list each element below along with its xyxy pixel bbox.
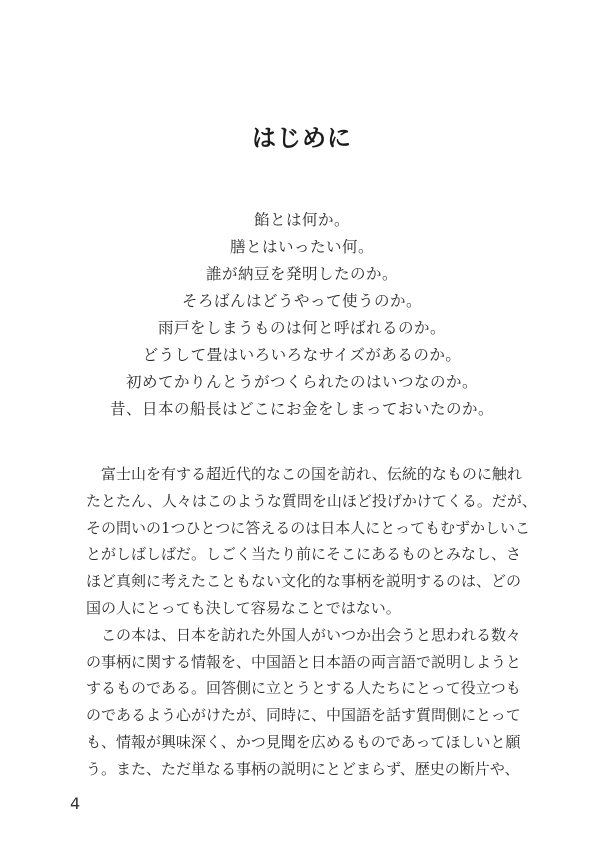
question-line: 初めてかりんとうがつくられたのはいつなのか。	[125, 373, 478, 391]
text-line: も、情報が興味深く、かつ見聞を広めるものであってほしいと願	[86, 732, 521, 751]
question-line: 雨戸をしまうものは何と呼ばれるのか。	[157, 319, 446, 337]
page-number: 4	[70, 794, 81, 813]
paragraph-1	[86, 461, 537, 622]
chapter-title: はじめに	[252, 124, 352, 152]
text-line: う。また、ただ単なる事柄の説明にとどまらず、歴史の断片や、	[86, 759, 520, 778]
text-line: 国の人にとっても決して容易なことではない。	[86, 598, 401, 617]
text-line: この本は、日本を訪れた外国人がいつか出会うと思われる数々	[86, 625, 522, 644]
question-line: 餡とは何か。	[253, 211, 350, 229]
text-line: のであるよう心がけたが、同時に、中国語を話す質問側にとって	[86, 706, 521, 725]
question-line: 昔、日本の船長はどこにお金をしまっておいたのか。	[109, 400, 494, 418]
paragraph-2	[86, 622, 522, 783]
question-list	[0, 207, 604, 423]
body-text	[86, 461, 537, 783]
text-line: その問いの1つひとつに答えるのは日本人にとってもむずかしいこ	[86, 518, 530, 537]
text-line: 富士山を有する超近代的なこの国を訪れ、伝統的なものに触れ	[86, 465, 522, 483]
text-line: たとたん、人々はこのような質問を山ほど投げかけてくる。だが、	[86, 491, 537, 510]
question-line: どうして畳はいろいろなサイズがあるのか。	[142, 346, 462, 364]
question-line: そろばんはどうやって使うのか。	[181, 292, 422, 310]
question-line: 膳とはいったい何。	[229, 238, 374, 256]
text-line: ほど真剣に考えたこともない文化的な事柄を説明するのは、どの	[86, 572, 522, 591]
text-line: の事柄に関する情報を、中国語と日本語の両言語で説明しようと	[86, 652, 522, 671]
question-line: 誰が納豆を発明したのか。	[205, 265, 398, 283]
text-line: するものである。回答側に立とうとする人たちにとって役立つも	[86, 679, 521, 698]
text-line: とがしばしばだ。しごく当たり前にそこにあるものとみなし、さ	[86, 545, 522, 564]
